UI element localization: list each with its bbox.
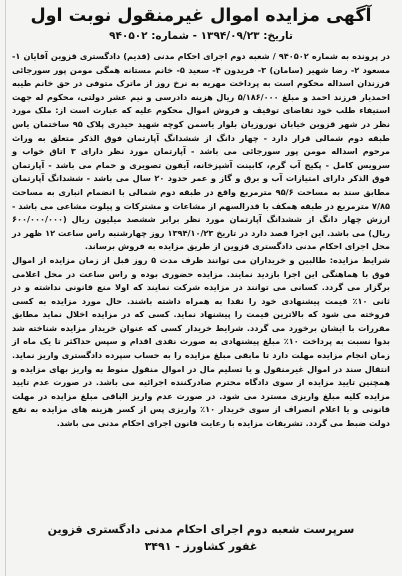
page-edge-line — [5, 0, 6, 576]
notice-body-paragraph: در پرونده به شماره ۹۴۰۵۰۲ / شعبه دوم اجرای احکام مدنی (قدیم) دادگستری قزوین آقایان ۱- مسعود ۲- رضا شهیر (سامان) ۳- فریدون ۴- سعید ۵- خانم مستانه همگی مومن پور سورجائی فرزندان اسداله محکوم است به پرداخت مهریه به نرخ روز از ماترک متوفی در حق خانم طیبه احمدیار فرزند احمد و مبلغ ۵/۱۸۶/۰۰۰ ریال هزینه دادرسی و نیم عشر دولتی، محکوم له جهت استیفاء طلب خود تقاضای توقیف و فروش اموال محکوم علیه که عبارت است از: ملک مورد نظر در شهر قزوین خیابان نوروزیان بلوار یاسمن کوچه شهید حیدری پلاک ۹۵ ساختمان یاس طبقه دوم شمالی قرار دارد - چهار دانگ از ششدانگ آپارتمان فوق الذکر متعلق به وراث مرحوم اسداله مومن پور سورجائی می باشد - آپارتمان مورد نظر دارای ۳ اتاق خواب و سرویس کامل - پکیج آب گرم، کابینت آشپزخانه، آیفون تصویری و حمام می باشد - آپارتمان فوق الذکر دارای امتیازات آب و برق و گاز و عمر حدود ۲۰ سال می باشد - ششدانگ آپارتمان مطابق سند به مساحت ۹۵/۶ مترمربع واقع در طبقه دوم شمالی با انضمام انباری به مساحت ۷/۸۵ مترمربع در طبقه همکف با قدرالسهم از مشاعات و مشترکات و پیلوت مشاعی می باشد - ارزش چهار دانگ از ششدانگ آپارتمان مورد نظر برابر ششصد میلیون ریال (۶۰۰/۰۰۰/۰۰۰ ریال) می باشد. این اجرا قصد دارد در تاریخ ۱۳۹۴/۱۰/۲۳ روز چهارشنبه راس ساعت ۱۲ ظهر در محل اجرای احکام مدنی دادگستری قزوین از طریق مزایده به فروش برساند. — [12, 51, 391, 252]
notice-date-number: تاریخ: ۱۳۹۴/۰۹/۲۳ - شماره: ۹۴۰۵۰۲ — [109, 30, 293, 42]
notice-title: آگهی مزایده اموال غیرمنقول نوبت اول — [30, 6, 372, 26]
signature-name: غفور کشاورز - ۳۴۹۱ — [144, 540, 258, 553]
auction-conditions-paragraph: شرایط مزایده: طالبین و خریداران می توانند ظرف مدت ۵ روز قبل از زمان مزایده از اموال فوق با هماهنگی این اجرا بازدید نمایند. مزایده حضوری بوده و راس ساعت در محل اعلامی برگزار می گردد. کسانی می توانند در مزایده شرکت نمایند که اولا منع قانونی نداشته و در ثانی ۱۰٪ قیمت پیشنهادی خود را نقدا به همراه داشته باشند. حال مورد مزایده به کسی فروخته می شود که بالاترین قیمت را پیشنهاد نماید. کسی که در مزایده اخلال نماید مطابق مقررات با ایشان برخورد می گردد. شرایط خریدار کسی که عنوان خریدار مزایده شناخته شد بدوا نسبت به پرداخت ۱۰٪ مبلغ پیشنهادی به صورت نقدی اقدام و سپس حداکثر تا یک ماه از زمان انجام مزایده مهلت دارد تا مابقی مبلغ مزایده را به حساب سپرده دادگستری واریز نماید. انتقال سند در اموال غیرمنقول و یا تسلیم مال در اموال منقول منوط به واریز بهای مزایده و همچنین تایید مزایده از سوی دادگاه محترم صادرکننده اجرائیه می باشد. در صورت عدم تایید مزایده کلیه مبلغ واریزی مسترد می شود. در صورت عدم واریز الباقی مبلغ مزایده در مهلت قانونی و یا اعلام انصراف از سوی خریدار ۱۰٪ واریزی پس از کسر هزینه های مزایده به نفع دولت ضبط می گردد. تشریفات مزایده با رعایت قانون اجرای احکام مدنی می باشد. — [12, 254, 391, 429]
notice-signature — [12, 521, 390, 555]
signature-office: سرپرست شعبه دوم اجرای احکام مدنی دادگستری قزوین — [47, 523, 355, 536]
